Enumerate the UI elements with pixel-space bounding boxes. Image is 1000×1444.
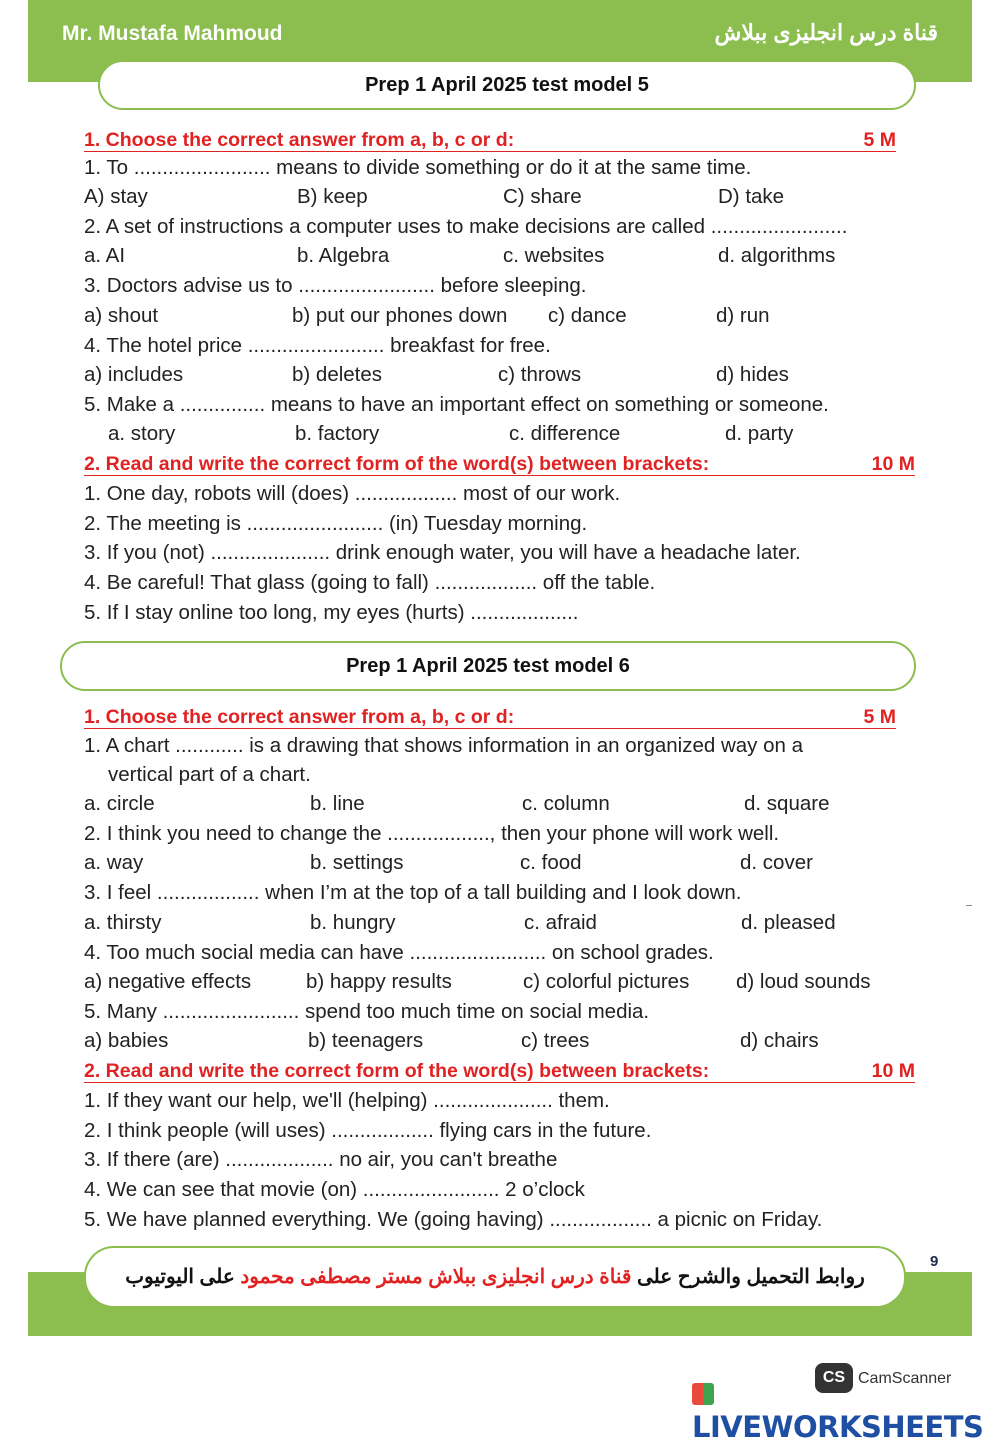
model6-section2-heading: 2. Read and write the correct form of the word(s) between brackets: 10 M	[84, 1060, 915, 1082]
model5-q2-opt-d: d. algorithms	[718, 244, 836, 267]
model5-q2-opt-a: a. AI	[84, 244, 126, 267]
model5-bracket-2: 2. The meeting is ........................ (in) Tuesday morning.	[84, 512, 588, 535]
model5-q5-opt-c: c. difference	[509, 422, 621, 445]
model5-section2-mark: 10 M	[871, 453, 915, 475]
footer-channel-name: قناة درس انجليزى ببلاش مستر مصطفى محمود	[240, 1266, 632, 1288]
model5-q3-opt-b: b) put our phones down	[292, 304, 508, 327]
model6-bracket-2: 2. I think people (will uses) .................. flying cars in the future.	[84, 1119, 652, 1142]
model5-q4: 4. The hotel price ........................ breakfast for free.	[84, 334, 551, 357]
model6-q1-opt-c: c. column	[522, 792, 610, 815]
model6-title: Prep 1 April 2025 test model 6	[60, 641, 916, 691]
model6-q1-opt-d: d. square	[744, 792, 830, 815]
model6-q5-opt-a: a) babies	[84, 1029, 169, 1052]
camscanner-icon: CS	[815, 1363, 853, 1393]
model5-title: Prep 1 April 2025 test model 5	[98, 60, 916, 110]
model5-q1-opt-d: D) take	[718, 185, 785, 208]
model6-bracket-1: 1. If they want our help, we'll (helping) ..................... them.	[84, 1089, 610, 1112]
model5-q2-opt-b: b. Algebra	[297, 244, 390, 267]
model6-q3-opt-a: a. thirsty	[84, 911, 162, 934]
model5-q4-opt-a: a) includes	[84, 363, 184, 386]
model6-q3-opt-b: b. hungry	[310, 911, 396, 934]
model5-bracket-5: 5. If I stay online too long, my eyes (hurts) ...................	[84, 601, 579, 624]
model5-q4-opt-d: d) hides	[716, 363, 789, 386]
model5-bracket-3: 3. If you (not) ..................... drink enough water, you will have a headache later.	[84, 541, 801, 564]
model6-q1-opt-a: a. circle	[84, 792, 155, 815]
teacher-name: Mr. Mustafa Mahmoud	[62, 22, 283, 45]
model6-section1-heading: 1. Choose the correct answer from a, b, c or d: 5 M	[84, 706, 896, 728]
model6-q4-opt-d: d) loud sounds	[736, 970, 871, 993]
model6-q4-opt-c: c) colorful pictures	[523, 970, 690, 993]
model5-section2-heading: 2. Read and write the correct form of the word(s) between brackets: 10 M	[84, 453, 915, 475]
scan-mark	[966, 905, 972, 906]
liveworksheets-icon	[692, 1383, 714, 1405]
model6-section2-mark: 10 M	[871, 1060, 915, 1082]
model5-q3-opt-d: d) run	[716, 304, 770, 327]
model6-q2: 2. I think you need to change the .................., then your phone will work well.	[84, 822, 780, 845]
model6-q1-line2: vertical part of a chart.	[108, 763, 311, 786]
model6-q2-opt-c: c. food	[520, 851, 582, 874]
model5-q1: 1. To ........................ means to divide something or do it at the same time.	[84, 156, 752, 179]
model6-q1-opt-b: b. line	[310, 792, 365, 815]
model6-q4: 4. Too much social media can have ........................ on school grades.	[84, 941, 714, 964]
liveworksheets-logo: LIVEWORKSHEETS	[692, 1376, 1000, 1444]
model5-q5: 5. Make a ............... means to have an important effect on something or someone.	[84, 393, 829, 416]
model6-q4-opt-b: b) happy results	[306, 970, 452, 993]
model5-q4-opt-c: c) throws	[498, 363, 582, 386]
model5-bracket-1: 1. One day, robots will (does) .................. most of our work.	[84, 482, 621, 505]
model5-q1-opt-c: C) share	[503, 185, 582, 208]
page-number: 9	[930, 1253, 939, 1270]
model6-q2-opt-a: a. way	[84, 851, 144, 874]
model6-q2-opt-d: d. cover	[740, 851, 813, 874]
model6-q4-opt-a: a) negative effects	[84, 970, 252, 993]
model5-q5-opt-b: b. factory	[295, 422, 380, 445]
model5-q5-opt-d: d. party	[725, 422, 794, 445]
model5-q3-opt-c: c) dance	[548, 304, 627, 327]
model5-section1-mark: 5 M	[863, 129, 896, 151]
model6-q5-opt-d: d) chairs	[740, 1029, 819, 1052]
model5-q1-opt-b: B) keep	[297, 185, 368, 208]
camscanner-label: CamScanner	[858, 1370, 952, 1387]
footer-text-1: روابط التحميل والشرح على	[637, 1266, 865, 1288]
model5-bracket-4: 4. Be careful! That glass (going to fall) .................. off the table.	[84, 571, 656, 594]
model5-q2: 2. A set of instructions a computer uses to make decisions are called ........................	[84, 215, 848, 238]
model6-section1-mark: 5 M	[863, 706, 896, 728]
footer-youtube-links	[84, 1246, 906, 1308]
model5-q2-opt-c: c. websites	[503, 244, 605, 267]
model5-q3: 3. Doctors advise us to ........................ before sleeping.	[84, 274, 587, 297]
model6-q1-line1: 1. A chart ............ is a drawing that shows information in an organized way on a	[84, 734, 804, 757]
model5-q4-opt-b: b) deletes	[292, 363, 383, 386]
model6-q5-opt-b: b) teenagers	[308, 1029, 424, 1052]
model6-q5: 5. Many ........................ spend too much time on social media.	[84, 1000, 650, 1023]
model6-bracket-4: 4. We can see that movie (on) ........................ 2 o’clock	[84, 1178, 585, 1201]
model5-q3-opt-a: a) shout	[84, 304, 159, 327]
model5-q5-opt-a: a. story	[108, 422, 176, 445]
footer-text-3: على اليوتيوب	[125, 1266, 235, 1288]
channel-name: قناة درس انجليزى ببلاش	[714, 20, 938, 45]
model6-q3: 3. I feel .................. when I’m at the top of a tall building and I look down.	[84, 881, 742, 904]
model6-q3-opt-c: c. afraid	[524, 911, 597, 934]
model5-q1-opt-a: A) stay	[84, 185, 148, 208]
model6-q2-opt-b: b. settings	[310, 851, 404, 874]
model6-q5-opt-c: c) trees	[521, 1029, 590, 1052]
model5-section1-heading: 1. Choose the correct answer from a, b, c or d: 5 M	[84, 129, 896, 151]
model6-bracket-3: 3. If there (are) ................... no air, you can't breathe	[84, 1148, 558, 1171]
model6-bracket-5: 5. We have planned everything. We (going having) .................. a picnic on Friday.	[84, 1208, 823, 1231]
model6-q3-opt-d: d. pleased	[741, 911, 836, 934]
